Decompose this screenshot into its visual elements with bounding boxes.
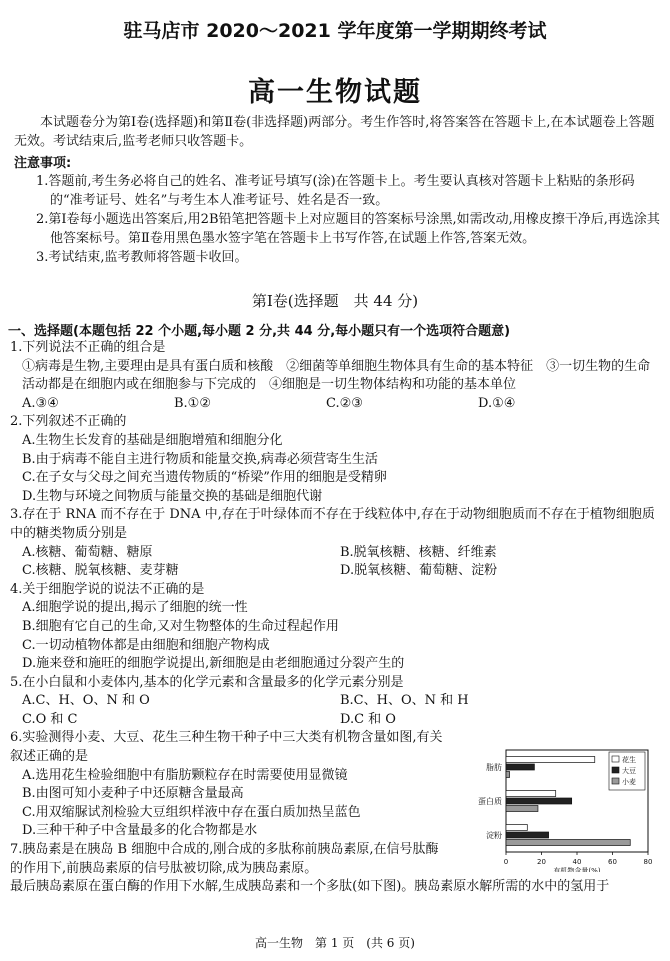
option-d: D.施来登和施旺的细胞学说提出,新细胞是由老细胞通过分裂产生的 — [22, 656, 405, 672]
notice-item: 3.考试结束,监考教师将答题卡收回。 — [36, 250, 248, 265]
option-b: B.由图可知小麦种子中还原糖含量最高 — [22, 786, 244, 802]
organic-content-chart — [462, 748, 668, 872]
question-3-stem: 3.存在于 RNA 而不存在于 DNA 中,存在于叶绿体而不存在于线粒体中,存在于动物细胞质而不存在于植物细胞质中的糖类物质分别是 — [10, 507, 655, 541]
question-1-options — [10, 395, 660, 414]
question-3-options-ab — [10, 544, 660, 563]
legend-swatch — [612, 778, 619, 784]
x-tick-label: 60 — [608, 858, 617, 866]
bar-小麦 — [506, 772, 510, 778]
option-c: C.O 和 C — [22, 711, 78, 727]
option-b: B.细胞有它自己的生命,又对生物整体的生命过程起作用 — [22, 618, 339, 634]
question-1-stem: 1.下列说法不正确的组合是 — [10, 340, 166, 355]
page-footer: 高一生物 第 1 页 (共 6 页) — [255, 936, 415, 950]
option-a: A.核糖、葡萄糖、糖原 — [22, 544, 153, 560]
bar-大豆 — [506, 832, 549, 838]
option-c: C.在子女与父母之间充当遗传物质的“桥梁”作用的细胞是受精卵 — [22, 470, 387, 486]
legend-label: 大豆 — [622, 767, 636, 775]
question-5-options-cd — [10, 711, 660, 730]
option-d: D.①④ — [478, 395, 516, 411]
x-tick-label: 40 — [572, 858, 582, 866]
option-a: A.③④ — [22, 395, 59, 411]
category-label: 脂肪 — [486, 763, 502, 772]
option-a: A.细胞学说的提出,揭示了细胞的统一性 — [22, 600, 248, 616]
question-2-stem: 2.下列叙述不正确的 — [10, 414, 127, 430]
x-tick-label: 20 — [537, 858, 546, 866]
legend-swatch — [612, 756, 619, 762]
option-a: A.选用花生检验细胞中有脂肪颗粒存在时需要使用显微镜 — [22, 767, 348, 783]
bar-大豆 — [506, 798, 572, 804]
question-5-stem: 5.在小白鼠和小麦体内,基本的化学元素和含量最多的化学元素分别是 — [10, 674, 404, 690]
exam-title: 驻马店市 2020～2021 学年度第一学期期终考试 — [123, 20, 547, 42]
organic-content-chart-svg — [462, 748, 668, 872]
question-6-stem: 6.实验测得小麦、大豆、花生三种生物干种子中三大类有机物含量如图,有关叙述正确的是 — [10, 730, 443, 765]
bar-小麦 — [506, 806, 538, 812]
x-axis-label: 有机物含量(%) — [553, 867, 601, 872]
bar-小麦 — [506, 840, 630, 846]
bar-花生 — [506, 757, 595, 763]
part1-title: 第Ⅰ卷(选择题 共 44 分) — [251, 292, 419, 310]
category-label: 淀粉 — [486, 831, 502, 840]
subject-title: 高一生物试题 — [248, 77, 422, 108]
option-d: D.生物与环境之间物质与能量交换的基础是细胞代谢 — [22, 488, 323, 504]
option-a: A.C、H、O、N 和 O — [22, 693, 150, 709]
notice-item: 2.第Ⅰ卷每小题选出答案后,用2B铅笔把答题卡上对应题目的答案标号涂黑,如需改动,用橡皮擦干净后,再选涂其他答案标号。第Ⅱ卷用黑色墨水签字笔在答题卡上书写作答,在试题上作答,答案无效。 — [36, 212, 660, 246]
option-b: B.由于病毒不能自主进行物质和能量交换,病毒必须营寄生生活 — [22, 451, 378, 467]
legend-label: 小麦 — [622, 778, 636, 786]
bar-花生 — [506, 791, 556, 797]
option-c: C.②③ — [326, 395, 363, 411]
option-b: B.①② — [174, 395, 211, 411]
question-3-options-cd — [10, 562, 660, 581]
option-d: D.三种干种子中含量最多的化合物都是水 — [22, 823, 258, 839]
question-4-stem: 4.关于细胞学说的说法不正确的是 — [10, 581, 205, 597]
option-c: C.核糖、脱氧核糖、麦芽糖 — [22, 563, 179, 579]
option-d: D.C 和 O — [340, 711, 396, 727]
x-tick-label: 0 — [503, 858, 509, 866]
option-c: C.一切动植物体都是由细胞和细胞产物构成 — [22, 637, 270, 653]
notice-item: 1.答题前,考生务必将自己的姓名、准考证号填写(涂)在答题卡上。考生要认真核对答题卡上粘贴的条形码的“准考证号、姓名”与考生本人准考证号、姓名是否一致。 — [36, 174, 635, 208]
option-c: C.用双缩脲试剂检验大豆组织样液中存在蛋白质加热呈蓝色 — [22, 804, 361, 820]
bar-大豆 — [506, 764, 534, 770]
question-5-options-ab — [10, 692, 660, 711]
option-b: B.C、H、O、N 和 H — [340, 693, 469, 709]
x-tick-label: 80 — [643, 858, 653, 866]
question-7-stem-continued: 最后胰岛素原在蛋白酶的作用下水解,生成胰岛素和一个多肽(如下图)。胰岛素原水解所需的水中的氢用于 — [10, 879, 610, 895]
category-label: 蛋白质 — [478, 797, 502, 806]
bar-花生 — [506, 825, 527, 831]
option-b: B.脱氧核糖、核糖、纤维素 — [340, 544, 497, 560]
question-1-body: ①病毒是生物,主要理由是具有蛋白质和核酸 ②细菌等单细胞生物体具有生命的基本特征 ③一切生物的生命活动都是在细胞内或在细胞参与下完成的 ④细胞是一切生物体结构和功能的基本单位 — [22, 358, 651, 393]
notice-list — [14, 172, 660, 267]
question-7-stem: 7.胰岛素是在胰岛 B 细胞中合成的,刚合成的多肽称前胰岛素原,在信号肽酶的作用下,前胰岛素原的信号肽被切除,成为胰岛素原。 — [10, 842, 439, 876]
intro-paragraph: 本试题卷分为第Ⅰ卷(选择题)和第Ⅱ卷(非选择题)两部分。考生作答时,将答案答在答题卡上,在本试题卷上答题无效。考试结束后,监考老师只收答题卡。 — [14, 115, 655, 149]
section-heading: 一、选择题(本题包括 22 个小题,每小题 2 分,共 44 分,每小题只有一个选项符合题意) — [8, 324, 511, 339]
legend-swatch — [612, 767, 619, 773]
option-d: D.脱氧核糖、葡萄糖、淀粉 — [340, 563, 498, 579]
notice-heading: 注意事项: — [14, 156, 72, 171]
option-a: A.生物生长发育的基础是细胞增殖和细胞分化 — [22, 432, 283, 448]
legend-label: 花生 — [622, 756, 636, 764]
